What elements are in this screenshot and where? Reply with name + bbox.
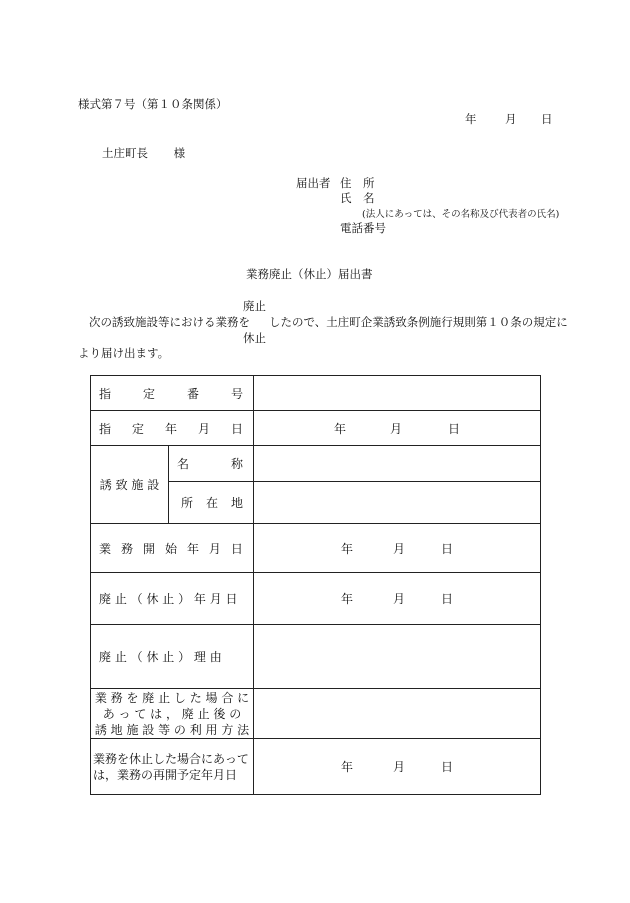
use-method-value (254, 689, 541, 739)
option-abolish: 廃止 (243, 299, 266, 313)
date-day: 日 (541, 112, 553, 126)
abolish-date-label: 廃 止 （ 休 止 ） 年 月 日 (91, 573, 254, 625)
row-designation-number (91, 376, 541, 411)
use-method-label: 業 務 を 廃 止 し た 場 合 に あ っ て は ， 廃 止 後 の 誘 地 施 設 等 の 利 用 方 法 (91, 689, 254, 739)
applicant-label: 届出者 (296, 176, 331, 190)
abolish-reason-label: 廃 止 （ 休 止 ） 理 由 (91, 625, 254, 689)
applicant-phone-label: 電話番号 (340, 221, 386, 235)
business-start-label: 業 務 開 始 年 月 日 (99, 541, 243, 556)
facility-location-value (254, 482, 541, 524)
row-designation-date (91, 411, 541, 446)
applicant-corp-note: (法人にあっては、その名称及び代表者の氏名) (362, 209, 560, 220)
facility-location-label: 所 在 地 (181, 496, 243, 510)
designation-number-value (254, 376, 541, 411)
row-abolish-date (91, 573, 541, 625)
row-use-method (91, 689, 541, 739)
designation-number-label: 指 定 番 号 (99, 386, 243, 401)
row-facility-name (91, 446, 541, 482)
restart-value: 年 月 日 (254, 739, 541, 795)
notification-table (90, 375, 541, 795)
body-part3: より届け出ます。 (78, 346, 170, 360)
abolish-date-value: 年 月 日 (254, 573, 541, 625)
applicant-name-label: 氏 名 (340, 191, 375, 205)
addressee-name: 土庄町長 (102, 146, 148, 160)
facility-name-label: 名 称 (177, 457, 243, 471)
row-restart (91, 739, 541, 795)
form-number: 様式第７号（第１０条関係） (78, 97, 228, 111)
option-suspend: 休止 (243, 331, 266, 345)
designation-date-value: 年 月 日 (254, 411, 541, 446)
restart-label: 業務を休止した場合にあって は，業務の再開予定年月日 (91, 739, 254, 795)
business-start-value: 年 月 日 (254, 524, 541, 573)
body-part2: したので、土庄町企業誘致条例施行規則第１０条の規定に (269, 315, 568, 329)
date-month: 月 (505, 112, 517, 126)
addressee (102, 145, 185, 161)
designation-date-label: 指 定 年 月 日 (99, 421, 243, 436)
facility-label: 誘 致 施 設 (91, 446, 169, 524)
row-abolish-reason (91, 625, 541, 689)
abolish-reason-value (254, 625, 541, 689)
row-business-start (91, 524, 541, 573)
body-part1: 次の誘致施設等における業務を (89, 315, 250, 329)
date-year: 年 (465, 112, 477, 126)
document-title: 業務廃止（休止）届出書 (246, 267, 373, 281)
applicant-address-label: 住 所 (340, 176, 375, 190)
date-line (465, 111, 553, 127)
addressee-honorific: 様 (173, 146, 186, 160)
facility-name-value (254, 446, 541, 482)
